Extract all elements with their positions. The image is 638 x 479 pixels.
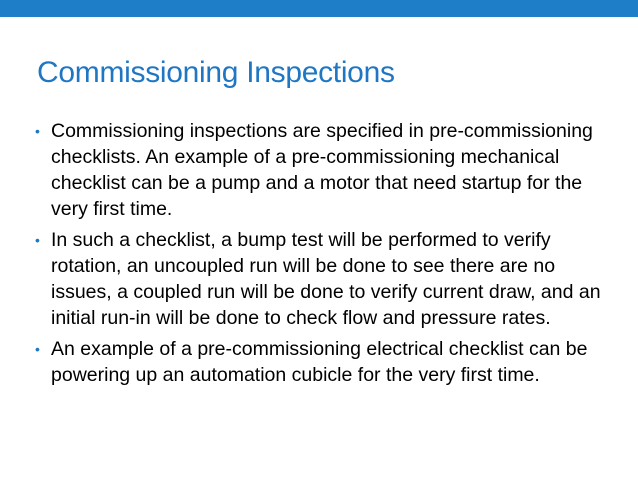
bullet-item <box>35 118 610 222</box>
slide-title: Commissioning Inspections <box>37 56 395 89</box>
bullet-item <box>35 336 610 388</box>
top-accent-bar <box>0 0 638 17</box>
bullet-marker: • <box>35 123 40 139</box>
bullet-marker: • <box>35 232 40 248</box>
bullet-marker: • <box>35 341 40 357</box>
bullet-item <box>35 227 610 331</box>
bullet-text: In such a checklist, a bump test will be performed to verify rotation, an uncoupled run will be done to see there are no issues, a coupled run will be done to verify current draw, and an initial run-in will be done to check flow and pressure rates. <box>51 229 601 329</box>
bullet-list <box>35 118 610 393</box>
bullet-text: Commissioning inspections are specified in pre-commissioning checklists. An example of a pre-commissioning mechanical checklist can be a pump and a motor that need startup for the very first time. <box>51 120 593 220</box>
bullet-text: An example of a pre-commissioning electrical checklist can be powering up an automation cubicle for the very first time. <box>51 338 588 386</box>
